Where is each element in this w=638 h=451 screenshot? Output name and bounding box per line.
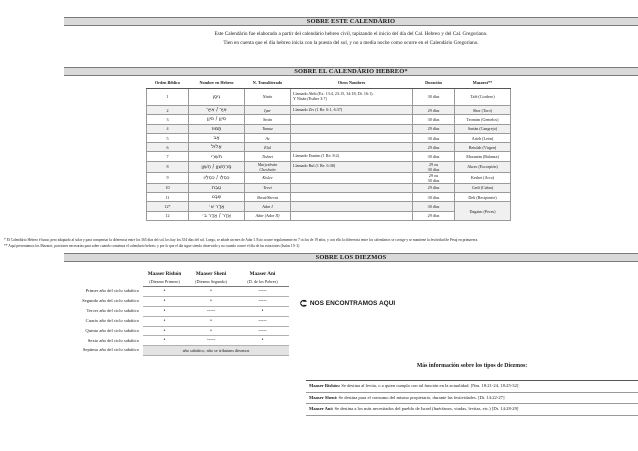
cell-hebrew-name: נִיסָן [189, 88, 245, 106]
tithe-row-label: Primer año del ciclo sabático [85, 288, 139, 293]
current-position-label: NOS ENCONTRAMOS AQUI [309, 300, 396, 307]
section-header-hebrew-calendar: SOBRE EL CALENDÁRIO HEBREO* [64, 67, 638, 76]
cell-hebrew-name: כִּסְלֵו / כִּסְלֵיו [189, 172, 245, 183]
cell-order: 5 [147, 133, 189, 142]
cell-hebrew-name: סִיוָן / סִיוַן [189, 115, 245, 124]
table-row [147, 172, 511, 183]
arrow-left-circle-icon: ⮈ [300, 298, 307, 308]
cell-order: 4 [147, 124, 189, 133]
cell-other-names [291, 211, 413, 220]
cell-ani: ----- [258, 318, 267, 324]
cell-duration: 30 días [413, 202, 455, 211]
col-header-transliterated: N. Transliterado [245, 77, 291, 88]
cell-other-names [291, 133, 413, 142]
tithe-row [143, 327, 289, 337]
tithe-row-label: Cuarto año del ciclo sabático [85, 317, 139, 323]
info-item [306, 393, 638, 405]
table-row [147, 183, 511, 192]
cell-order: 6 [147, 143, 189, 152]
tithe-row [143, 317, 289, 327]
cell-hebrew-name: תַּמּוּז [189, 124, 245, 133]
cell-duration: 30 días [413, 193, 455, 202]
cell-other-names: Llamado Ziv (1 Re. 6:1, 6:37) [291, 106, 413, 115]
cell-transliterated: Elul [245, 143, 291, 152]
cell-other-names [291, 193, 413, 202]
cell-other-names [291, 124, 413, 133]
cell-hebrew-name: אָב [189, 133, 245, 142]
cell-transliterated: Nisán [245, 88, 291, 106]
table-row [147, 106, 511, 115]
tithe-header-ani: Maaser Ani [249, 271, 276, 277]
cell-transliterated: Marjeshván Cheshván [245, 161, 291, 172]
cell-order: 12* [147, 202, 189, 211]
tithe-row [143, 336, 289, 346]
cell-rishon: • [163, 328, 166, 334]
info-item [306, 404, 638, 416]
cell-mazarot: Keshet (Arco) [455, 172, 511, 183]
tithe-row-label: Septimo año del ciclo sabático [82, 347, 139, 353]
info-item-name: Maaser Rishón: [309, 383, 341, 388]
cell-mazarot: Akrav (Escorpión) [455, 161, 511, 172]
tithe-subheader-ani: (D. de los Pobres) [247, 279, 278, 284]
cell-order: 8 [147, 161, 189, 172]
cell-duration: 29 días [413, 124, 455, 133]
cell-ani: ----- [258, 328, 267, 334]
cell-other-names: Llamado Abib (Ex. 13:4, 23:15, 34:18; Dt. 16:1). Y Nisán (Esther 3:7) [291, 88, 413, 106]
info-item-text: Se destina a los más necesitados del pueblo de Israel (huérfanos, viudas, levitas, etc.) [Dt. 14:28-29] [333, 406, 519, 411]
col-header-duration: Duración [413, 77, 455, 88]
cell-order: 2 [147, 106, 189, 115]
cell-transliterated: Adar (Adar II) [245, 211, 291, 220]
tithe-header-rishon: Maaser Rishón [147, 271, 182, 277]
info-item-name: Maaser Sheni: [309, 394, 338, 400]
cell-duration: 29 días [413, 183, 455, 192]
intro-line-2: Tien en cuenta que el día hebreo inicia con la puesta del sol, y no a media noche como ocurre en el Calendário Gregoriano. [223, 40, 479, 46]
cell-mazarot: Gedi (Cabra) [455, 183, 511, 192]
cell-ani: • [261, 308, 264, 314]
cell-hebrew-name: אִיָּר / אִייָר [189, 106, 245, 115]
col-header-mazarot: Mazarot** [455, 77, 511, 88]
tithe-subheader-rishon: (Diezmo Primero) [149, 279, 180, 284]
table-row [147, 115, 511, 124]
tithe-header-sheni: Maaser Sheni [195, 271, 227, 277]
cell-mazarot: Talé (Cordero) [455, 88, 511, 106]
info-item-text: Se destina para el consumo del mismo propietario, durante las festividades. [Dt. 14:22-27] [337, 394, 505, 400]
cell-order: 11 [147, 193, 189, 202]
cell-ani: • [261, 338, 264, 344]
cell-transliterated: Iyar [245, 106, 291, 115]
table-row [147, 88, 511, 106]
cell-mazarot: Moznaim (Balanza) [455, 152, 511, 161]
cell-hebrew-name: טֵבֵת [189, 183, 245, 192]
tithe-row [143, 307, 289, 317]
cell-sheni: ----- [206, 308, 216, 314]
tithe-row-label: Quinto año del ciclo sabático [85, 327, 139, 333]
cell-transliterated: Siván [245, 115, 291, 124]
cell-transliterated: Tevet [245, 183, 291, 192]
table-row [147, 202, 511, 211]
cell-duration: 29 ou 30 días [413, 161, 455, 172]
cell-rishon: • [163, 288, 166, 294]
cell-order: 9 [147, 172, 189, 183]
cell-sheni: • [210, 318, 212, 324]
info-box [306, 380, 638, 416]
info-item-name: Maaser Ani: [309, 406, 334, 411]
sabbatical-year-note: año sabático, não se tributam diezmos [143, 346, 289, 355]
cell-transliterated: Adar I [245, 202, 291, 211]
cell-rishon: • [163, 318, 166, 324]
cell-order: 1 [147, 88, 189, 106]
cell-duration: 30 días [413, 152, 455, 161]
cell-other-names: Llamado Bul (1 Re. 6:38) [291, 161, 413, 172]
info-title: Más información sobre los tipos de Diezmos: [416, 363, 528, 369]
col-header-other-names: Otros Nombres [291, 77, 413, 88]
cell-other-names: Llamado Etanim (1 Re. 8:2) [291, 152, 413, 161]
cell-mazarot: Teomim (Gemelos) [455, 115, 511, 124]
table-row [147, 193, 511, 202]
cell-rishon: • [163, 308, 166, 314]
cell-rishon: • [163, 338, 166, 344]
cell-sheni: • [210, 298, 212, 304]
tithe-row-label: Segundo año del ciclo sabático [82, 297, 139, 303]
tithe-row-label: Sexto año del ciclo sabático [87, 337, 139, 343]
cell-ani: ----- [258, 298, 267, 304]
table-row [147, 161, 511, 172]
cell-duration: 29 ou 30 días [413, 172, 455, 183]
cell-duration: 29 días [413, 143, 455, 152]
cell-transliterated: Shvat/Shevat [245, 193, 291, 202]
tithes-table [143, 286, 289, 356]
info-item [306, 381, 638, 393]
cell-sheni: ----- [206, 338, 216, 344]
cell-other-names [291, 115, 413, 124]
table-row [147, 133, 511, 142]
table-row [147, 152, 511, 161]
cell-mazarot: Shor (Toro) [455, 106, 511, 115]
cell-duration: 30 días [413, 88, 455, 106]
cell-sheni: • [210, 288, 212, 294]
info-item-text: Se destina al levita, o a quien cumpla con tal función en la actualidad. [Nm. 18:21-24, 18:25-32] [340, 383, 519, 388]
cell-mazarot: Dagaim (Peces) [455, 202, 511, 221]
section-header-about: SOBRE ESTE CALENDÁRIO [64, 17, 638, 26]
cell-hebrew-name: מַרְחֶשְׁוָן / חֶשְׁוָן [189, 161, 245, 172]
cell-hebrew-name: שְׁבָט [189, 193, 245, 202]
cell-rishon: • [163, 298, 166, 304]
cell-mazarot: Deli (Recipiente) [455, 193, 511, 202]
current-position-marker [300, 299, 395, 308]
cell-duration: 30 días [413, 133, 455, 142]
cell-hebrew-name: אֱלוּל [189, 143, 245, 152]
cell-order: 7 [147, 152, 189, 161]
cell-mazarot: Betulah (Virgen) [455, 143, 511, 152]
intro-line-1: Este Calendário fue elaborado a partir del calendário hebreo civil, tapizando el inicio del día del Cal. Hebreo y del Cal. Gregoriano. [214, 31, 488, 37]
cell-other-names [291, 183, 413, 192]
cell-hebrew-name: אֲדָר / אֲדָר ב׳ [189, 211, 245, 220]
cell-transliterated: Tamuz [245, 124, 291, 133]
cell-order: 12 [147, 211, 189, 220]
col-header-hebrew-name: Nombre en Hebreo [189, 77, 245, 88]
hebrew-calendar-table [146, 77, 511, 221]
cell-order: 3 [147, 115, 189, 124]
cell-ani: ----- [258, 288, 267, 294]
cell-sheni: • [210, 328, 212, 334]
cell-mazarot: Arieh (León) [455, 133, 511, 142]
cell-duration: 30 días [413, 115, 455, 124]
cell-other-names [291, 202, 413, 211]
footnote-calendar: * El Calendário Hebreo é lunar, pero adaptado al solar y para compensar la diferencia entre los 365 días del sol, los hay los 354 días del sol. Luego, se añade un mes de Adar I. Esto ocurre regularmente en 7 ciclos de 19 años, y con ello la diferencia entre los calendarios se corrige y se mantiene la festividad de Pesaj en primavera. [4, 238, 479, 242]
cell-duration: 29 días [413, 211, 455, 220]
cell-transliterated: Tishrei [245, 152, 291, 161]
cell-hebrew-name: תִּשְׁרֵי [189, 152, 245, 161]
tithe-subheader-sheni: (Diezmo Segundo) [195, 279, 227, 284]
tithe-row [143, 297, 289, 307]
footnote-mazarot: ** Aquí presentamos los Mazarot, porciones necesarias para saber cuando comienza el calendario hebreo, y por lo que el día sigue siendo observado y no cuando ocurre el día de las estaciones (Isaías 19: 3) [4, 244, 300, 248]
cell-mazarot: Sartán (Cangrejo) [455, 124, 511, 133]
col-header-order: Orden Bíblico [147, 77, 189, 88]
table-row [147, 143, 511, 152]
cell-transliterated: Kislev [245, 172, 291, 183]
cell-transliterated: Av [245, 133, 291, 142]
tithe-row-label: Tercer año del ciclo sabático [86, 307, 139, 313]
cell-other-names [291, 172, 413, 183]
cell-duration: 29 días [413, 106, 455, 115]
tithe-row [143, 346, 289, 356]
tithe-row [143, 287, 289, 297]
table-row [147, 124, 511, 133]
cell-other-names [291, 143, 413, 152]
section-header-tithes: SOBRE LOS DIEZMOS [64, 253, 638, 262]
cell-order: 10 [147, 183, 189, 192]
cell-hebrew-name: אֲדָר א׳ [189, 202, 245, 211]
